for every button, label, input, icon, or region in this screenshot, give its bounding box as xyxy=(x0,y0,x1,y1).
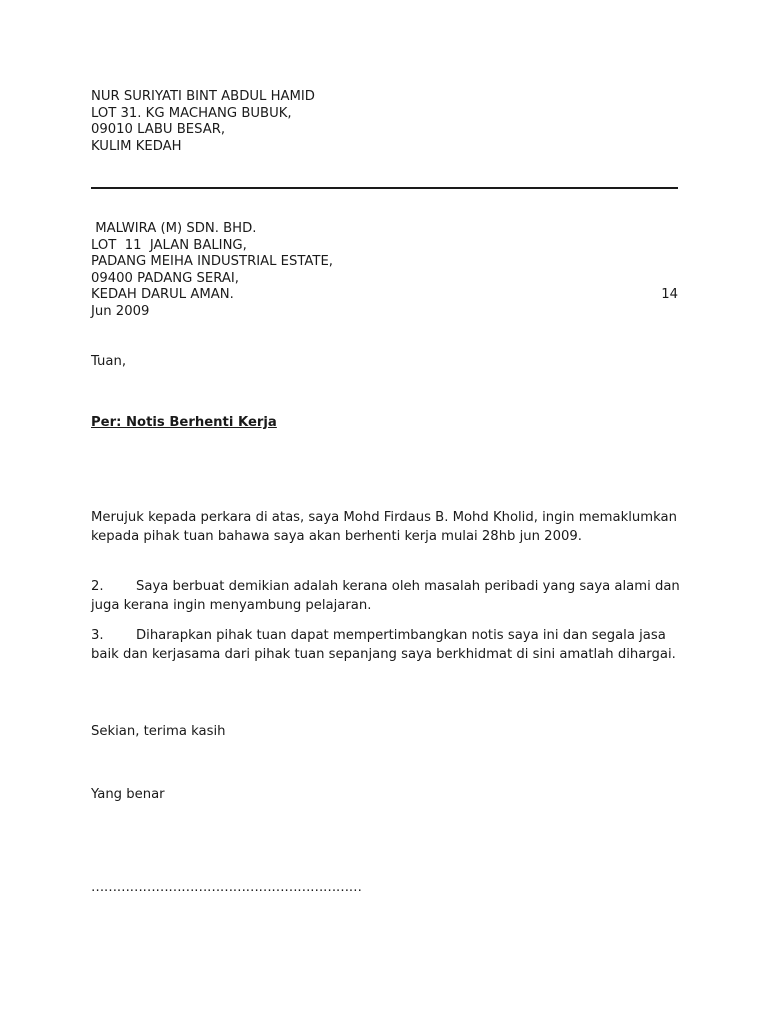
closing-line: Sekian, terima kasih xyxy=(91,724,226,739)
recipient-address-line: KEDAH DARUL AMAN. xyxy=(91,287,234,302)
sender-address-line: LOT 31. KG MACHANG BUBUK, xyxy=(91,105,292,121)
recipient-company: MALWIRA (M) SDN. BHD. xyxy=(91,221,257,236)
recipient-address-line: PADANG MEIHA INDUSTRIAL ESTATE, xyxy=(91,254,333,269)
paragraph-1 xyxy=(91,508,681,546)
paragraph-2 xyxy=(91,577,681,615)
subject-line: Per: Notis Berhenti Kerja xyxy=(91,415,277,430)
paragraph-3 xyxy=(91,626,681,664)
paragraph-number: 3. xyxy=(91,628,104,643)
recipient-address-block xyxy=(91,221,678,320)
salutation: Tuan, xyxy=(91,354,127,369)
sender-address-block xyxy=(91,89,315,155)
paragraph-number: 2. xyxy=(91,579,104,594)
valediction: Yang benar xyxy=(91,787,165,802)
sender-address-line: 09010 LABU BESAR, xyxy=(91,122,226,137)
header-divider xyxy=(91,187,678,189)
paragraph-text: Merujuk kepada perkara di atas, saya Mohd Firdaus B. Mohd Kholid, ingin memaklumkan kepada pihak tuan bahawa saya akan berhenti kerja mulai 28hb jun 2009. xyxy=(91,510,677,544)
date-day: 14 xyxy=(661,287,678,302)
recipient-last-line-with-date xyxy=(91,287,678,304)
paragraph-text: Diharapkan pihak tuan dapat mempertimbangkan notis saya ini dan segala jasa baik dan kerjasama dari pihak tuan sepanjang saya berkhidmat di sini amatlah dihargai. xyxy=(91,628,676,662)
sender-address-line: KULIM KEDAH xyxy=(91,138,182,154)
sender-name: NUR SURIYATI BINT ABDUL HAMID xyxy=(91,89,315,104)
recipient-address-line: LOT 11 JALAN BALING, xyxy=(91,237,247,253)
signature-line: ……………………………………………………… xyxy=(91,880,362,895)
date-month-year: Jun 2009 xyxy=(91,303,150,319)
paragraph-text: Saya berbuat demikian adalah kerana oleh masalah peribadi yang saya alami dan juga kerana ingin menyambung pelajaran. xyxy=(91,579,680,613)
recipient-address-line: 09400 PADANG SERAI, xyxy=(91,270,239,286)
